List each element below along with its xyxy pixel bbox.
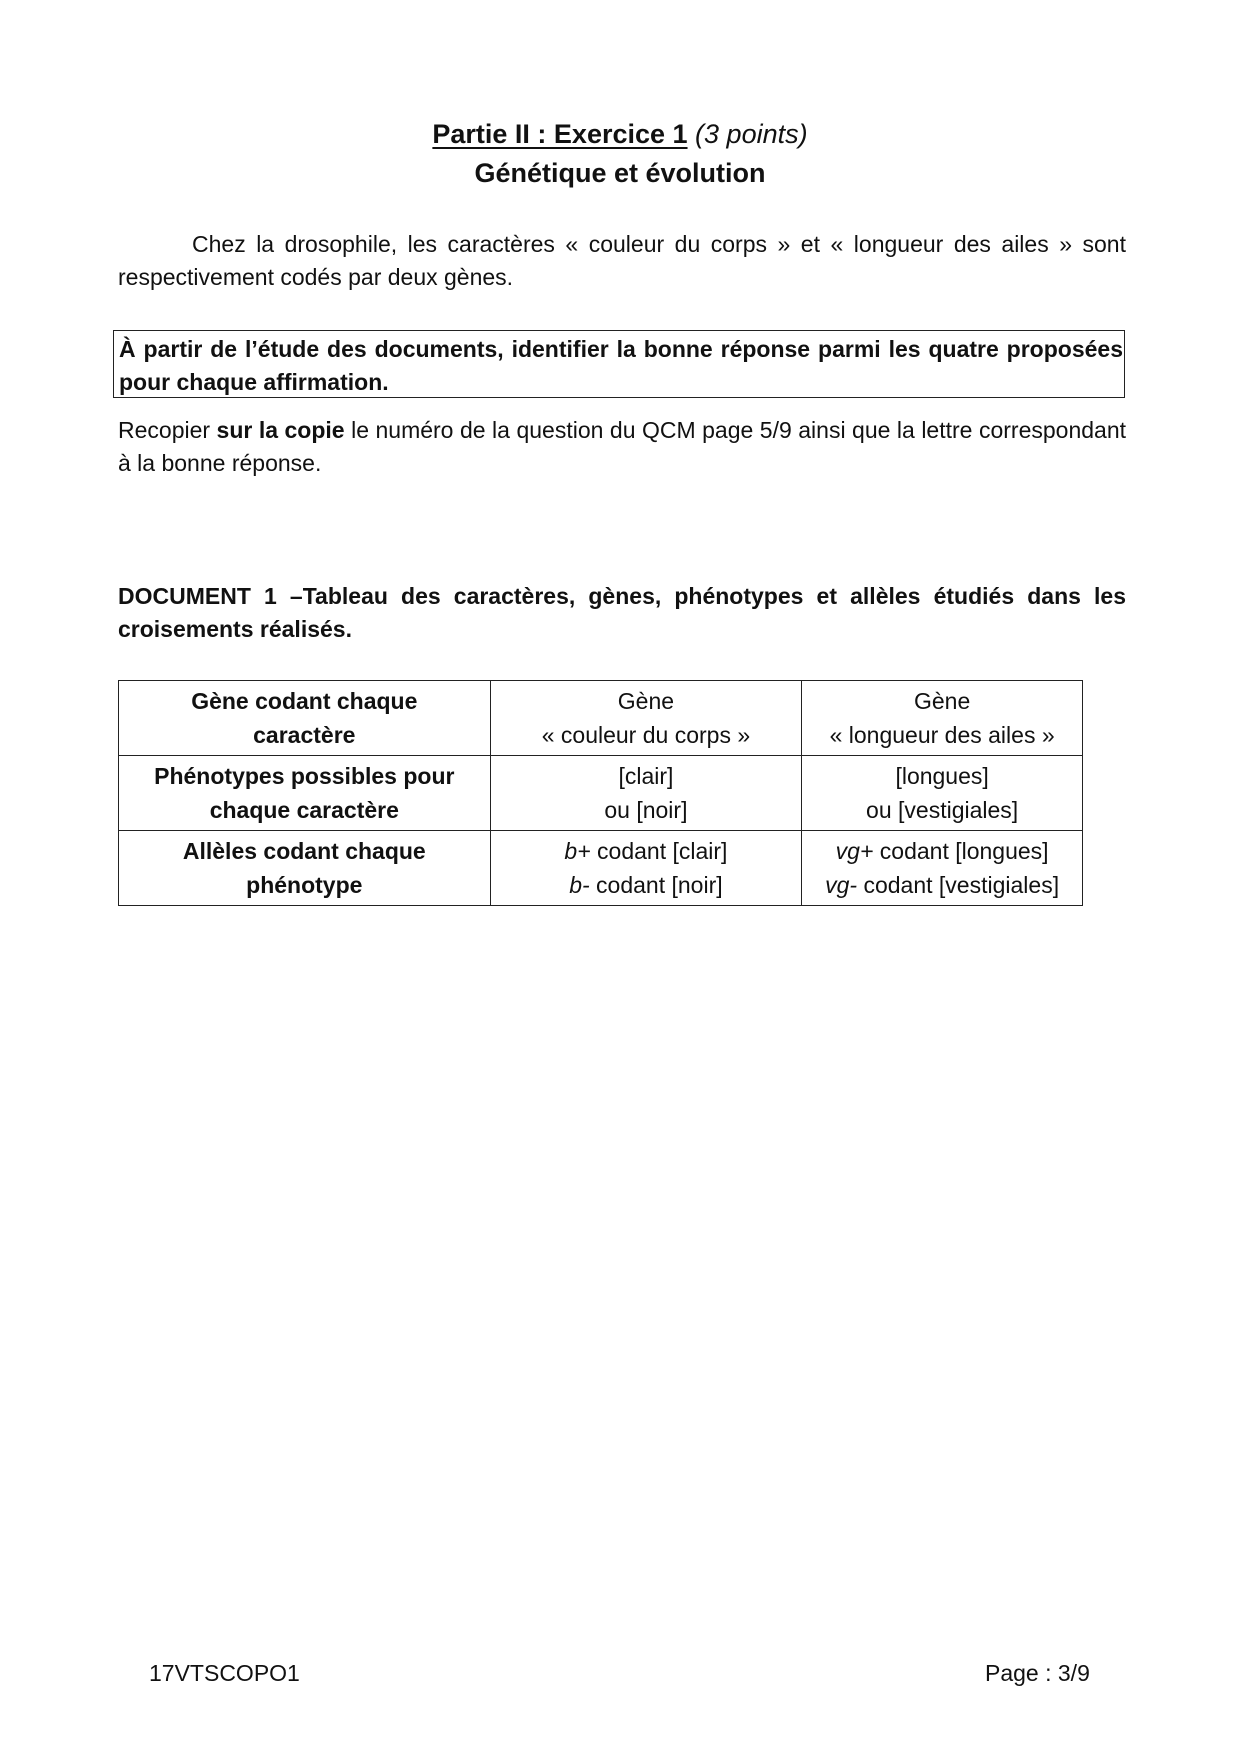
copy-instruction-before: Recopier — [118, 417, 217, 443]
table-row — [119, 831, 1083, 906]
cell-line: caractère — [253, 722, 356, 748]
allele-symbol: vg+ — [835, 838, 874, 864]
cell-line: [longues] — [895, 763, 989, 789]
document1-title: DOCUMENT 1 –Tableau des caractères, gènes, phénotypes et allèles étudiés dans les croisements réalisés. — [118, 583, 1126, 642]
part-exercise-label: Partie II : Exercice 1 — [432, 119, 688, 149]
allele-text: codant [clair] — [590, 838, 728, 864]
table-row — [119, 756, 1083, 831]
copy-instruction-after: le numéro de la question du QCM page 5/9 ainsi que la lettre correspondant à la bonne réponse. — [118, 417, 1126, 476]
cell-line: « couleur du corps » — [541, 722, 751, 748]
table-cell — [802, 681, 1083, 756]
document1-table — [118, 680, 1083, 906]
allele-symbol: b+ — [564, 838, 591, 864]
copy-instruction — [118, 414, 1126, 480]
points-label: (3 points) — [695, 119, 808, 149]
table-cell — [490, 831, 802, 906]
cell-line: Gène — [913, 688, 971, 714]
cell-line: [clair] — [618, 763, 674, 789]
allele-text: codant [noir] — [589, 872, 723, 898]
allele-line — [810, 834, 1074, 868]
task-instruction: À partir de l’étude des documents, identifier la bonne réponse parmi les quatre proposées pour chaque affirmation. — [119, 336, 1123, 395]
cell-line: chaque caractère — [209, 797, 399, 823]
copy-instruction-bold: sur la copie — [216, 417, 345, 443]
allele-symbol: vg- — [825, 872, 858, 898]
row-header-cell — [119, 681, 491, 756]
table-cell — [802, 756, 1083, 831]
allele-text: codant [vestigiales] — [857, 872, 1060, 898]
cell-line: ou [noir] — [604, 797, 688, 823]
footer-page-number: Page : 3/9 — [985, 1660, 1090, 1686]
footer-code: 17VTSCOPO1 — [149, 1660, 300, 1686]
row-header-cell — [119, 831, 491, 906]
table-cell — [490, 681, 802, 756]
table-row — [119, 681, 1083, 756]
allele-line — [810, 868, 1074, 902]
cell-line: ou [vestigiales] — [866, 797, 1019, 823]
cell-line: Allèles codant chaque — [182, 838, 426, 864]
exercise-title — [0, 116, 1240, 152]
allele-text: codant [longues] — [873, 838, 1049, 864]
cell-line: Gène — [617, 688, 675, 714]
allele-line — [499, 868, 794, 902]
table-cell — [490, 756, 802, 831]
cell-line: Gène codant chaque — [191, 688, 418, 714]
row-header-cell — [119, 756, 491, 831]
cell-line: Phénotypes possibles pour — [154, 763, 455, 789]
intro-paragraph: Chez la drosophile, les caractères « couleur du corps » et « longueur des ailes » sont respectivement codés par deux gènes. — [118, 231, 1126, 290]
allele-symbol: b- — [569, 872, 590, 898]
table-cell — [802, 831, 1083, 906]
exercise-subtitle: Génétique et évolution — [474, 158, 766, 188]
cell-line: « longueur des ailes » — [829, 722, 1055, 748]
allele-line — [499, 834, 794, 868]
cell-line: phénotype — [246, 872, 363, 898]
